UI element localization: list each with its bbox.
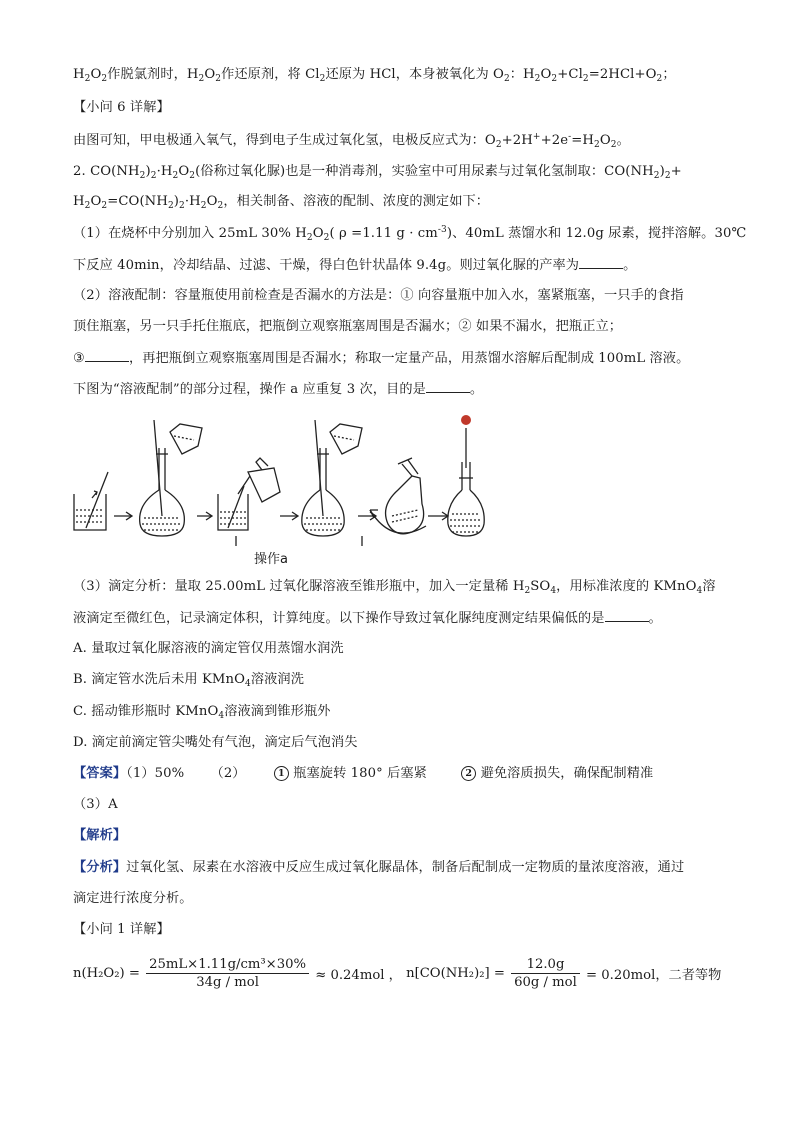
arrow-right-icon [280,512,298,520]
operation-a-bracket [236,536,362,546]
circled-number-2: 2 [461,766,476,781]
answer-line-cont: （3）A [73,797,118,812]
jiexi-heading: 【解析】 [73,828,127,843]
analysis-text-cont: 滴定进行浓度分析。 [73,891,193,906]
question-2-stem-cont: $H_2O_2=CO(NH_2)_2\cdot H_2O_2$，相关制备、溶液的配制、浓度的测定如下： [73,194,490,211]
analysis-text: 【分析】过氧化氢、尿素在水溶液中反应生成过氧化脲晶体，制备后配制成一定物质的量浓度溶液，通过 [73,860,685,875]
part-2-text-cont: ③ ，再把瓶倒立观察瓶塞周围是否漏水；称取一定量产品，用蒸馏水溶解后配制成 100mL 溶液。 [73,351,690,366]
volumetric-flask-icon [140,420,202,536]
part-2-text-cont: 下图为“溶液配制”的部分过程，操作 a 应重复 3 次，目的是 。 [73,382,484,397]
answer-blank [605,609,649,622]
text-line: $H_2O_2$作脱氯剂时，$H_2O_2$作还原剂，将 $Cl_2$还原为 HCl，本身被氧化为 $O_2$：$H_2O_2+Cl_2=2HCl+O_2$； [73,67,676,84]
option-a: A. 量取过氧化脲溶液的滴定管仅用蒸馏水润洗 [73,641,344,656]
beaker-icon [218,486,248,530]
option-d: D. 滴定前滴定管尖嘴处有气泡，滴定后气泡消失 [73,735,358,750]
volumetric-flask-icon [302,420,362,536]
fraction-urea: $\frac{12.0g}{\text{60g / mol}}$ [511,956,580,991]
wash-bottle-icon [238,458,280,502]
circled-number-1: 1 [274,766,289,781]
dropper-bulb-icon [461,415,471,425]
part-2-text-cont: 顶住瓶塞，另一只手托住瓶底，把瓶倒立观察瓶塞周围是否漏水；② 如果不漏水，把瓶正立； [73,319,623,334]
swirling-flask-icon [370,458,426,534]
part-3-text: （3）滴定分析：量取 25.00mL 过氧化脲溶液至锥形瓶中，加入一定量稀 $H_2SO_4$，用标准浓度的 KMnO$_4$溶 [73,579,716,596]
arrow-right-icon [114,512,132,520]
part-1-text-cont: 下反应 40min，冷却结晶、过滤、干燥，得白色针状晶体 9.4g。则过氧化脲的产率为 。 [73,258,637,273]
part-1-text: （1）在烧杯中分别加入 25mL 30% $H_2O_2$( ρ =1.11 $g \cdot cm^{-3}$)、40mL 蒸馏水和 12.0g 尿素，搅拌溶解。30℃ [73,225,747,243]
beaker-icon [74,472,108,530]
section-heading-sub1: 【小问 1 详解】 [73,922,170,937]
figure-caption-operation-a: 操作a [254,552,288,567]
solution-preparation-figure [62,406,622,546]
calculation-formula: n(H₂O₂) = $\frac{\text{25mL×1.11g/cm³×30\%}}{\text{34g / mol}}$ ≈ 0.24mol ， n[CO(NH₂)₂] = $\frac{12.0g}{\text{60g / mol}}$ = 0.20mol，二者等物 [73,957,722,990]
answer-blank [85,349,129,362]
text-line: 由图可知，甲电极通入氧气，得到电子生成过氧化氢，电极反应式为：$O_2+2H^++2e^-=H_2O_2$。 [73,132,630,150]
fraction-h2o2: $\frac{\text{25mL×1.11g/cm³×30\%}}{\text{34g / mol}}$ [146,956,309,991]
volumetric-flask-dropper-icon [448,428,484,536]
arrow-right-icon [197,512,212,520]
answer-blank [579,256,623,269]
answer-line: 【答案】（1）50% （2） 1 瓶塞旋转 180° 后塞紧 2 避免溶质损失，确保配制精准 [73,766,654,781]
option-c: C. 摇动锥形瓶时 KMnO$_4$溶液滴到锥形瓶外 [73,704,331,721]
part-3-text-cont: 液滴定至微红色，记录滴定体积，计算纯度。以下操作导致过氧化脲纯度测定结果偏低的是 。 [73,611,662,626]
arrow-right-icon [428,512,448,520]
part-2-text: （2）溶液配制：容量瓶使用前检查是否漏水的方法是：① 向容量瓶中加入水，塞紧瓶塞，一只手的食指 [73,288,684,303]
answer-blank [426,380,470,393]
option-b: B. 滴定管水洗后未用 KMnO$_4$溶液润洗 [73,672,305,689]
question-2-stem: 2. $CO(NH_2)_2\cdot H_2O_2$(俗称过氧化脲)也是一种消毒剂，实验室中可用尿素与过氧化氢制取：$CO(NH_2)_2+$ [73,164,682,181]
section-heading-sub6: 【小问 6 详解】 [73,100,170,115]
